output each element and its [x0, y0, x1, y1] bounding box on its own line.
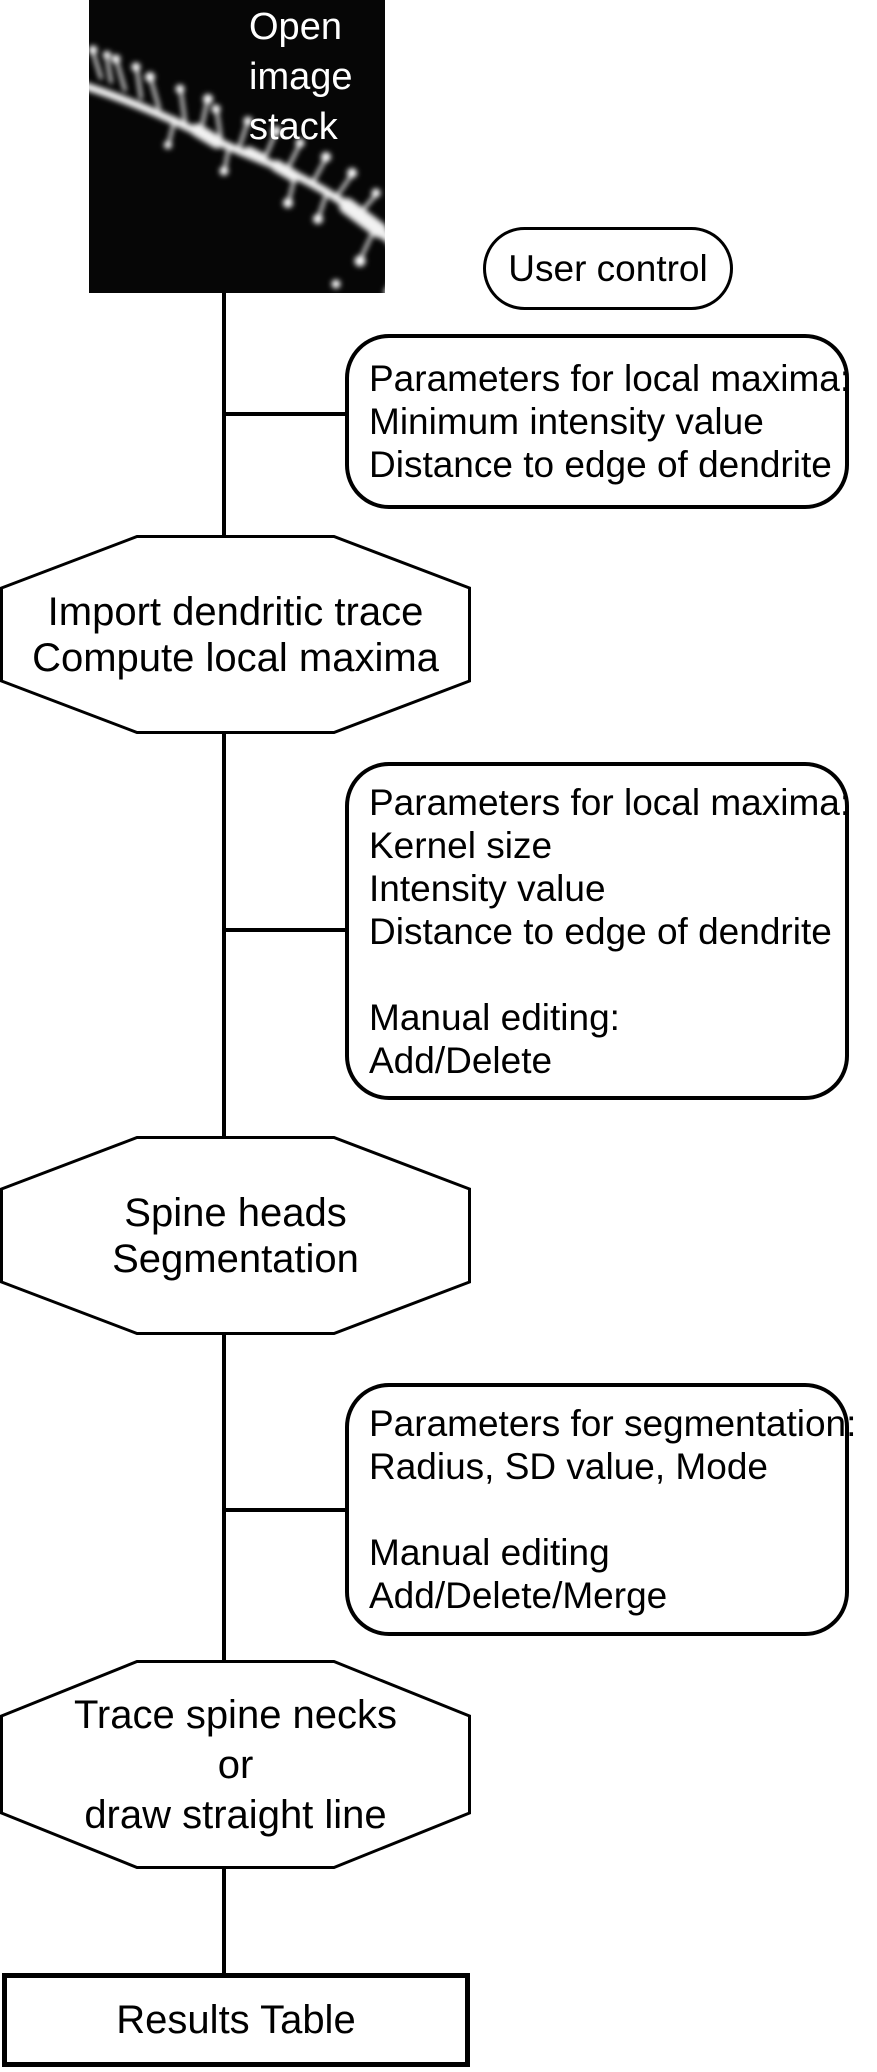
octagon-label-line: Compute local maxima — [32, 635, 439, 680]
param-box-local-maxima-2 — [345, 762, 849, 1100]
param-box-line: Intensity value — [369, 867, 606, 909]
param-box-line: Manual editing: — [369, 996, 620, 1038]
user-control-label: User control — [508, 247, 708, 289]
param-box-line: Parameters for local maxima: — [369, 781, 851, 823]
param-box-line: Distance to edge of dendrite — [369, 910, 832, 952]
results-table-label: Results Table — [116, 1997, 356, 2042]
octagon-label-line: Import dendritic trace — [47, 589, 424, 634]
param-box-line: Add/Delete — [369, 1039, 553, 1081]
flow-line-vertical-3 — [222, 1333, 226, 1662]
octagon-step-spine-heads — [0, 1136, 471, 1335]
dendrite-micrograph — [89, 0, 385, 293]
octagon-label-line: or — [217, 1742, 254, 1787]
flow-line-horizontal-2 — [224, 928, 347, 932]
param-box-line: Manual editing — [369, 1532, 610, 1573]
octagon-step-trace-necks — [0, 1660, 471, 1869]
octagon-label — [0, 1136, 471, 1335]
param-box-line: Minimum intensity value — [369, 401, 764, 442]
param-box-line: Kernel size — [369, 824, 553, 866]
param-box-line: Parameters for local maxima: — [369, 358, 851, 399]
octagon-label-line: Trace spine necks — [73, 1692, 398, 1737]
param-box-line: Distance to edge of dendrite — [369, 444, 832, 485]
param-box-line: Add/Delete/Merge — [369, 1575, 668, 1616]
param-box-local-maxima-1 — [345, 334, 849, 509]
flow-line-horizontal-3 — [224, 1508, 347, 1512]
flow-line-vertical-2 — [222, 732, 226, 1138]
user-control-pill — [483, 227, 733, 310]
micrograph-caption: Open image stack — [249, 6, 353, 148]
flow-line-vertical-4 — [222, 1866, 226, 1976]
octagon-label-line: Segmentation — [112, 1236, 359, 1281]
octagon-label-line: draw straight line — [84, 1792, 387, 1837]
param-box-line — [369, 1488, 845, 1531]
octagon-step-import-trace — [0, 535, 471, 734]
param-box-line: Radius, SD value, Mode — [369, 1446, 768, 1487]
flow-line-horizontal-1 — [224, 412, 347, 416]
param-box-line — [369, 953, 845, 996]
octagon-label — [0, 1660, 471, 1869]
param-box-segmentation — [345, 1383, 857, 1636]
octagon-label — [0, 535, 471, 734]
param-box-line: Parameters for segmentation: — [369, 1403, 857, 1444]
octagon-label-line: Spine heads — [124, 1190, 347, 1235]
results-table-box — [2, 1973, 470, 2067]
